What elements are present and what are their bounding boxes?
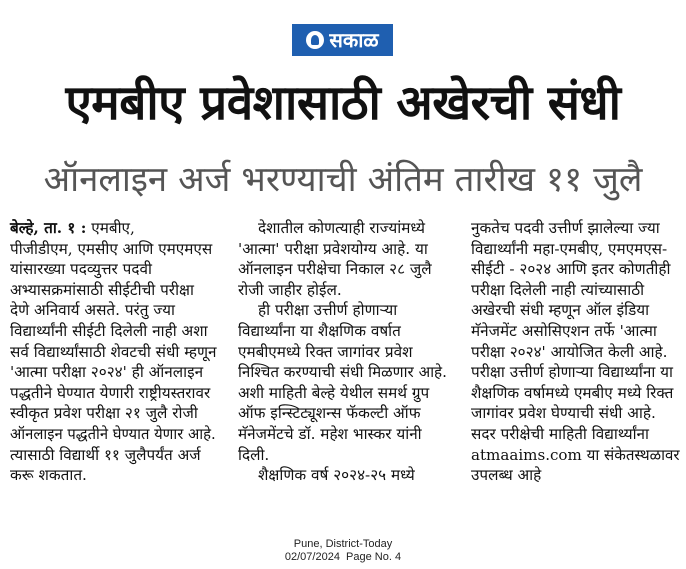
column-line: मॅनेजमेंट असोसिएशन तर्फे 'आत्मा	[471, 321, 657, 340]
column-line: 'आत्मा' परीक्षा प्रवेशयोग्य आहे. या	[238, 239, 428, 258]
column-line: शैक्षणिक वर्षामध्ये एमबीए मध्ये रिक्त	[471, 383, 674, 402]
column-line: एमबीएमध्ये रिक्त जागांवर प्रवेश	[238, 342, 413, 361]
column-line: परीक्षा उत्तीर्ण होणाऱ्या विद्यार्थ्यांना या	[471, 363, 674, 382]
newspaper-logo	[292, 24, 393, 56]
column-line: विद्यार्थ्यांनी सीईटी दिलेली नाही अशा	[10, 321, 208, 340]
column-line: बेल्हे, ता. १ : एमबीए,	[10, 219, 135, 237]
column-line: उपलब्ध आहे	[471, 466, 542, 485]
column-line: दिली.	[238, 445, 270, 464]
article-column-1	[10, 218, 217, 486]
column-line: देणे अनिवार्य असते. परंतु ज्या	[10, 301, 175, 320]
column-line: अभ्यासक्रमांसाठी सीईटीची परीक्षा	[10, 280, 194, 299]
column-line: अशी माहिती बेल्हे येथील समर्थ ग्रुप	[238, 383, 430, 402]
column-line: सदर परीक्षेची माहिती विद्यार्थ्यांना	[471, 424, 649, 443]
column-line: पद्धतीने घेण्यात येणारी राष्ट्रीयस्तरावर	[10, 383, 211, 402]
column-line: विद्यार्थ्यांना या शैक्षणिक वर्षात	[238, 321, 401, 340]
column-line: जागांवर प्रवेश घेण्याची संधी आहे.	[471, 404, 656, 423]
column-line: नुकतेच पदवी उत्तीर्ण झालेल्या ज्या	[471, 219, 660, 237]
column-line: करू शकतात.	[10, 466, 87, 485]
article-subheadline: ऑनलाइन अर्ज भरण्याची अंतिम तारीख ११ जुलै	[43, 160, 643, 200]
column-line: 'आत्मा परीक्षा २०२४' ही ऑनलाइन	[10, 363, 204, 382]
article-column-3	[471, 218, 681, 486]
page-footer	[0, 538, 686, 564]
dateline: बेल्हे, ता. १ :	[10, 219, 87, 237]
column-line: विद्यार्थ्यांनी महा-एमबीए, एमएमएस-	[471, 239, 668, 258]
column-line: अखेरची संधी म्हणून ऑल इंडिया	[471, 301, 650, 320]
column-line: रोजी जाहीर होईल.	[238, 280, 342, 299]
logo-emblem-icon	[306, 31, 324, 49]
column-line: शैक्षणिक वर्ष २०२४-२५ मध्ये	[258, 466, 415, 485]
column-line: सीईटी - २०२४ आणि इतर कोणतीही	[471, 260, 671, 279]
column-line: निश्चित करण्याची संधी मिळणार आहे.	[238, 363, 447, 382]
article-column-2	[238, 218, 448, 486]
footer-edition: Pune, District-Today	[293, 538, 393, 550]
column-line: atmaaims.com या संकेतस्थळावर	[471, 445, 680, 464]
column-line: ऑनलाइन परीक्षेचा निकाल २८ जुलै	[238, 260, 432, 279]
footer-date-page: 02/07/2024 Page No. 4	[284, 551, 402, 563]
column-line: परीक्षा दिलेली नाही त्यांच्यासाठी	[471, 280, 645, 299]
column-line: पीजीडीएम, एमसीए आणि एमएमएस	[10, 239, 213, 258]
column-line: ऑफ इन्स्टिट्यूशन्स फॅकल्टी ऑफ	[238, 404, 421, 423]
logo-text: सकाळ	[329, 28, 379, 52]
column-line: मॅनेजमेंटचे डॉ. महेश भास्कर यांनी	[238, 424, 422, 443]
article-headline: एमबीए प्रवेशासाठी अखेरची संधी	[65, 75, 621, 131]
column-line: सर्व विद्यार्थ्यांसाठी शेवटची संधी म्हणून	[10, 342, 217, 361]
column-line: ही परीक्षा उत्तीर्ण होणाऱ्या	[258, 301, 398, 320]
column-line: स्वीकृत प्रवेश परीक्षा २१ जुलै रोजी	[10, 404, 198, 423]
column-line: ऑनलाइन पद्धतीने घेण्यात येणार आहे.	[10, 424, 216, 443]
column-line: परीक्षा २०२४' आयोजित केली आहे.	[471, 342, 668, 361]
column-line: त्यासाठी विद्यार्थी ११ जुलैपर्यंत अर्ज	[10, 445, 201, 464]
column-line: देशातील कोणत्याही राज्यांमध्ये	[258, 219, 425, 237]
column-line: यांसारख्या पदव्युत्तर पदवी	[10, 260, 152, 279]
